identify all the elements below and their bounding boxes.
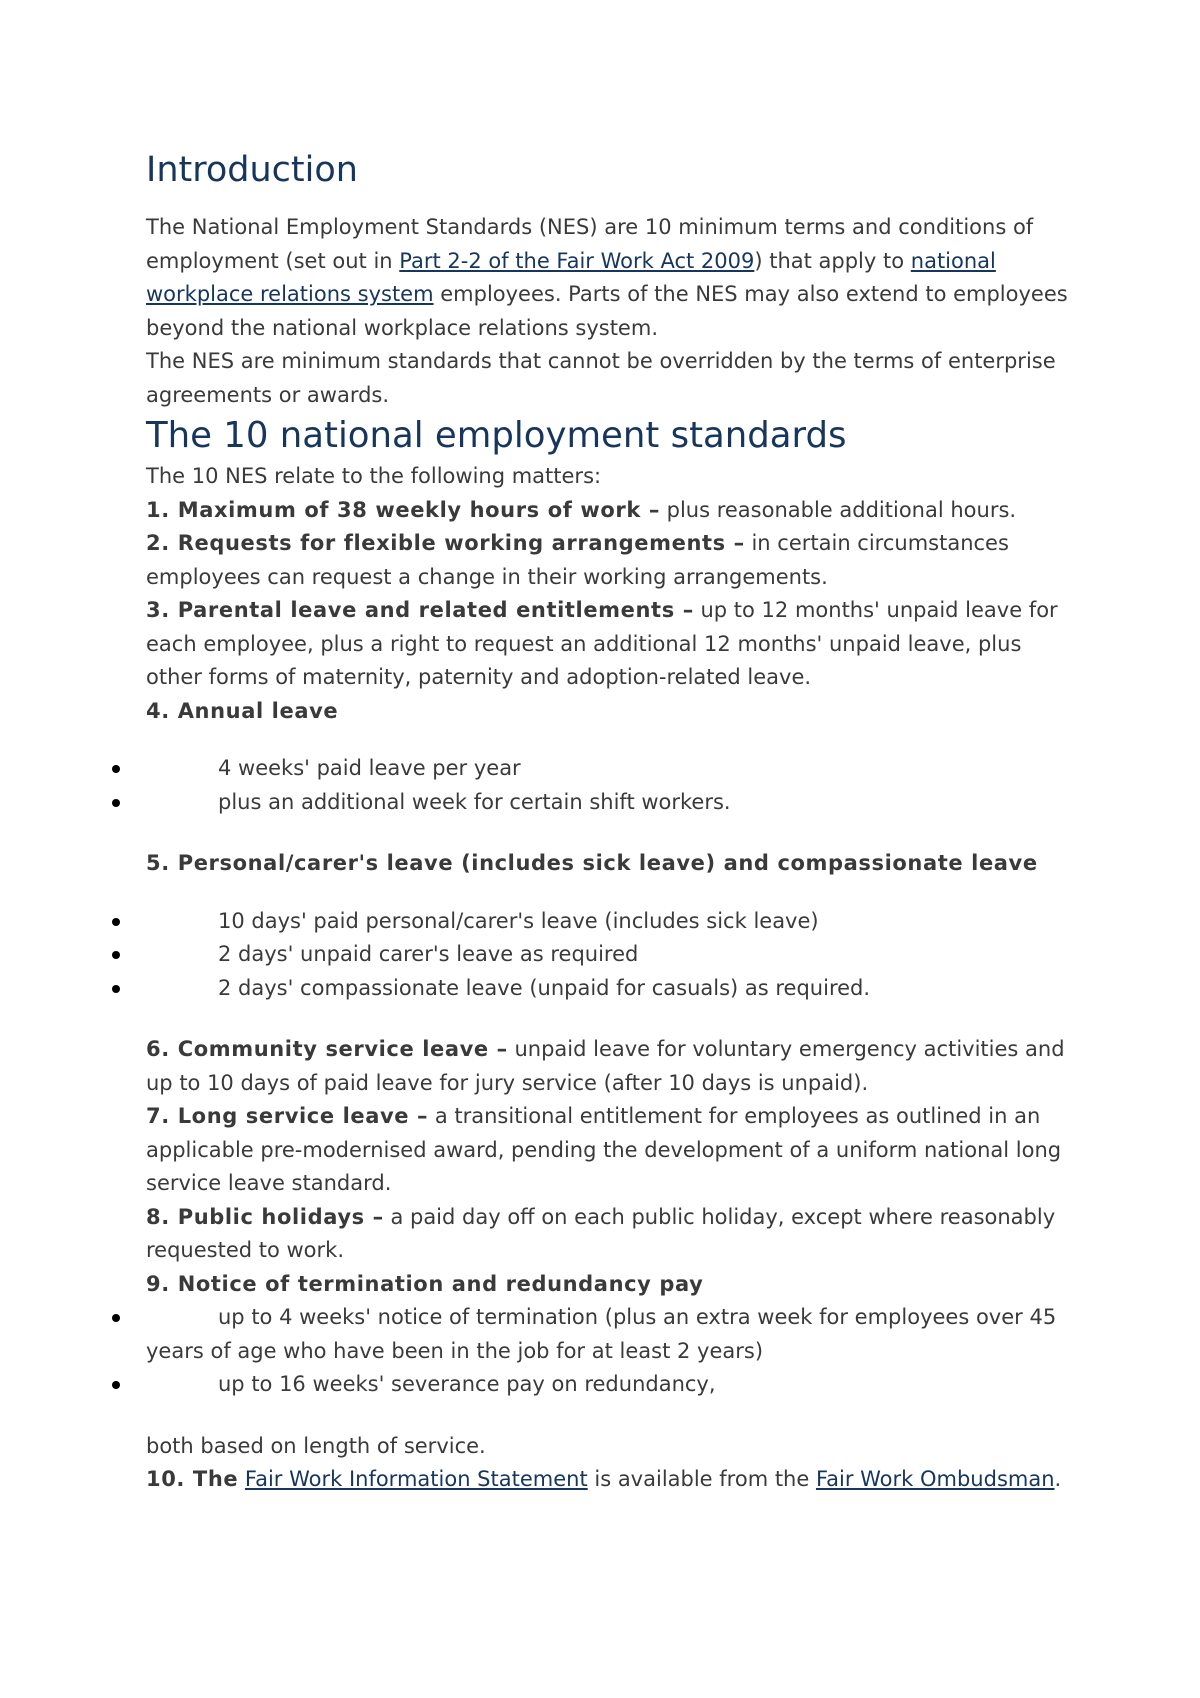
standard-5-label: 5. Personal/carer's leave (includes sick leave) and compassionate leave <box>146 851 1038 875</box>
standard-10-end: . <box>1054 1467 1062 1491</box>
list-item-text: 10 days' paid personal/carer's leave (includes sick leave) <box>218 908 819 933</box>
list-item-text: 2 days' compassionate leave (unpaid for casuals) as required. <box>218 975 871 1000</box>
standard-7-label: 7. Long service leave – <box>146 1104 429 1128</box>
document-content <box>146 145 1076 1497</box>
list-item <box>146 786 1076 820</box>
list-item-text: up to 4 weeks' notice of termination (plus an extra week for employees over 45 years of age who have been in the job for at least 2 years) <box>146 1305 1057 1363</box>
bullet-icon <box>112 1314 120 1322</box>
personal-leave-list <box>146 905 1076 1006</box>
standard-2-text: in certain circumstances employees can request a change in their working arrangements. <box>146 531 1009 589</box>
list-item-text: 4 weeks' paid leave per year <box>218 756 521 780</box>
standard-7-text: a transitional entitlement for employees as outlined in an applicable pre-modernised award, pending the development of a uniform national long service leave standard. <box>146 1104 1062 1195</box>
standard-3-text: up to 12 months' unpaid leave for each employee, plus a right to request an additional 12 months' unpaid leave, plus other forms of maternity, paternity and adoption-related leave. <box>146 598 1058 689</box>
standard-item-6 <box>146 1033 1076 1100</box>
standard-item-10 <box>146 1463 1076 1497</box>
termination-note: both based on length of service. <box>146 1433 486 1458</box>
standards-lead: The 10 NES relate to the following matters: <box>146 464 602 488</box>
bullet-icon <box>112 918 120 926</box>
standard-9-label: 9. Notice of termination and redundancy pay <box>146 1271 704 1296</box>
annual-leave-list <box>146 752 1076 819</box>
standard-8-label: 8. Public holidays – <box>146 1204 384 1229</box>
standard-item-9 <box>146 1268 1076 1302</box>
bullet-icon <box>112 765 120 773</box>
list-item <box>146 972 1076 1006</box>
bullet-icon <box>112 799 120 807</box>
list-item-text: plus an additional week for certain shift workers. <box>218 789 731 814</box>
standard-item-5 <box>146 847 1076 881</box>
standard-6-text: unpaid leave for voluntary emergency activities and up to 10 days of paid leave for jury service (after 10 days is unpaid). <box>146 1037 1065 1095</box>
standard-10-mid: is available from the <box>587 1467 816 1491</box>
standard-item-2 <box>146 527 1076 594</box>
standard-10-label: 10. The <box>146 1467 239 1491</box>
list-item <box>146 1301 1076 1368</box>
list-item <box>146 938 1076 972</box>
intro-text-a: The National Employment Standards (NES) are 10 minimum terms and conditions of employment (set out in <box>146 215 1034 273</box>
standard-2-label: 2. Requests for flexible working arrangements – <box>146 531 745 555</box>
bullet-icon <box>112 985 120 993</box>
standard-item-1 <box>146 494 1076 528</box>
list-item <box>146 1368 1076 1402</box>
bullet-icon <box>112 951 120 959</box>
standard-6-label: 6. Community service leave – <box>146 1037 508 1061</box>
standard-item-8 <box>146 1201 1076 1268</box>
list-item <box>146 905 1076 939</box>
standard-1-label: 1. Maximum of 38 weekly hours of work – <box>146 497 660 522</box>
intro-text-c: employees. Parts of the NES may also extend to employees beyond the national workplace relations system. <box>146 282 1068 340</box>
list-item <box>146 752 1076 786</box>
termination-list <box>146 1301 1076 1402</box>
fair-work-act-link[interactable]: Part 2-2 of the Fair Work Act 2009 <box>399 248 755 273</box>
list-item-text: 2 days' unpaid carer's leave as required <box>218 942 639 966</box>
standard-item-3 <box>146 594 1076 695</box>
standard-8-text: a paid day off on each public holiday, except where reasonably requested to work. <box>146 1204 1056 1262</box>
standard-4-label: 4. Annual leave <box>146 698 339 723</box>
ombudsman-link[interactable]: Fair Work Ombudsman <box>815 1467 1055 1491</box>
national-system-link[interactable]: national workplace relations system <box>146 248 996 306</box>
standard-3-label: 3. Parental leave and related entitlements – <box>146 598 694 622</box>
list-item-text: up to 16 weeks' severance pay on redundancy, <box>218 1372 716 1396</box>
introduction-heading: Introduction <box>146 150 358 190</box>
standard-item-7 <box>146 1100 1076 1201</box>
intro-text-b: ) that apply to <box>754 248 911 273</box>
standard-1-text: plus reasonable additional hours. <box>659 497 1017 522</box>
intro-paragraph-1 <box>146 211 1076 345</box>
standard-item-4 <box>146 695 1076 729</box>
intro-paragraph-2: The NES are minimum standards that cannot be overridden by the terms of enterprise agreements or awards. <box>146 349 1056 407</box>
bullet-icon <box>112 1381 120 1389</box>
information-statement-link[interactable]: Fair Work Information Statement <box>244 1467 588 1491</box>
standards-heading: The 10 national employment standards <box>146 415 847 456</box>
